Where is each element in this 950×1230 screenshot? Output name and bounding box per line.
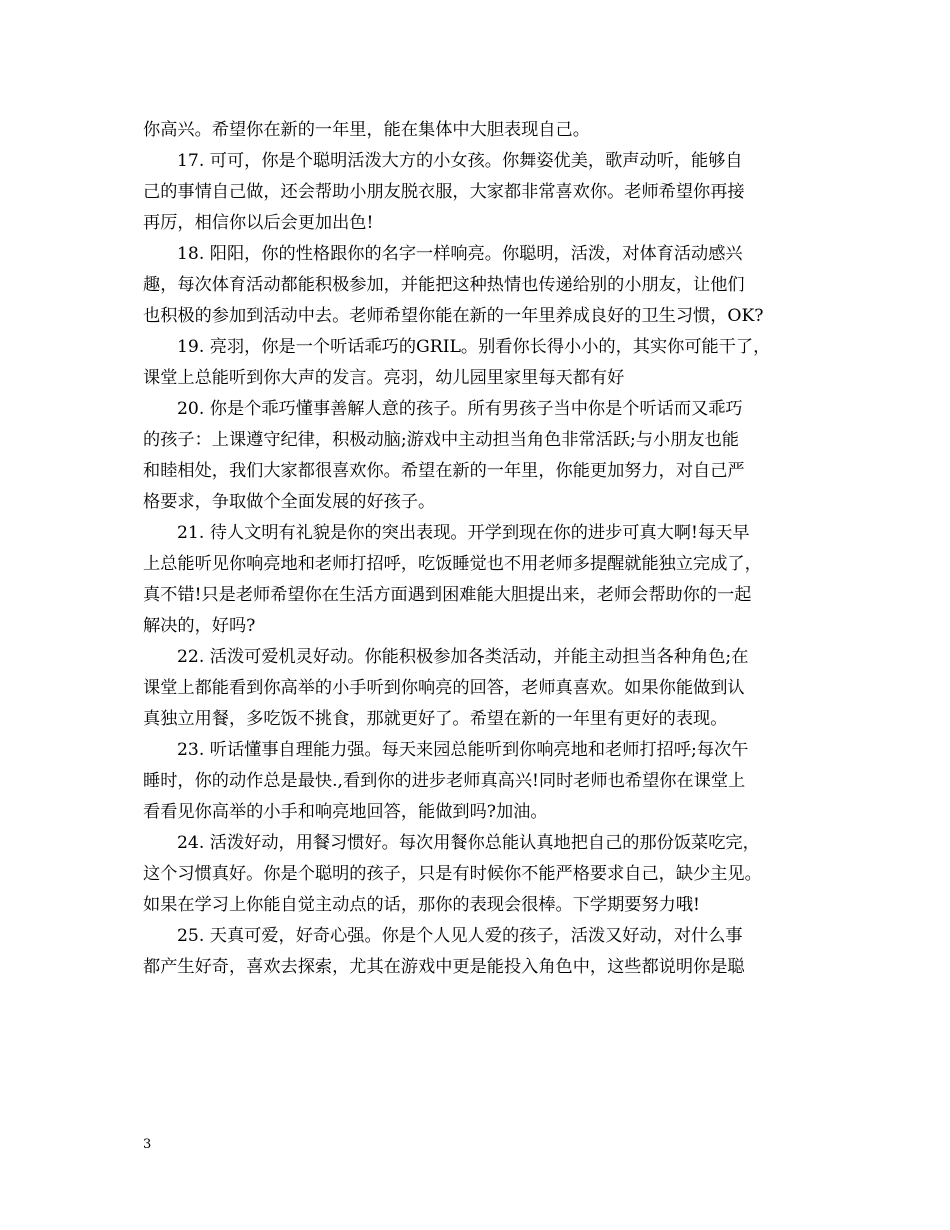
text-line: 19. 亮羽，你是一个听话乖巧的GRIL。别看你长得小小的，其实你可能干了， [177,337,771,357]
text-line: 真独立用餐，多吃饭不挑食，那就更好了。希望在新的一年里有更好的表现。 [143,709,728,729]
paragraph-16-continuation [143,115,813,146]
text-line: 你高兴。希望你在新的一年里，能在集体中大胆表现自己。 [143,120,590,140]
text-line: 24. 活泼好动，用餐习惯好。每次用餐你总能认真地把自己的那份饭菜吃完， [177,833,760,853]
text-line: 解决的，好吗? [143,616,256,636]
paragraph-20 [143,394,813,518]
paragraph-17 [143,146,813,239]
paragraph-23 [143,735,813,828]
paragraph-22 [143,642,813,735]
text-line: 的孩子：上课遵守纪律，积极动脑;游戏中主动担当角色非常活跃;与小朋友也能 [143,430,739,450]
page-number: 3 [143,1137,152,1152]
text-line: 22. 活泼可爱机灵好动。你能积极参加各类活动，并能主动担当各种角色;在 [177,647,749,667]
text-line: 20. 你是个乖巧懂事善解人意的孩子。所有男孩子当中你是个听话而又乖巧 [177,399,743,419]
text-line: 如果在学习上你能自觉主动点的话，那你的表现会很棒。下学期要努力哦! [143,895,700,915]
text-line: 这个习惯真好。你是个聪明的孩子，只是有时候你不能严格要求自己，缺少主见。 [143,864,762,884]
text-line: 格要求，争取做个全面发展的好孩子。 [143,492,436,512]
text-line: 25. 天真可爱，好奇心强。你是个人见人爱的孩子，活泼又好动，对什么事 [177,926,743,946]
text-line: 己的事情自己做，还会帮助小朋友脱衣服，大家都非常喜欢你。老师希望你再接 [143,182,745,202]
paragraph-19 [143,332,813,394]
text-line: 真不错!只是老师希望你在生活方面遇到困难能大胆提出来，老师会帮助你的一起 [143,585,752,605]
text-line: 睡时，你的动作总是最快.,看到你的进步老师真高兴!同时老师也希望你在课堂上 [143,771,746,791]
paragraph-18 [143,239,813,332]
text-line: 和睦相处，我们大家都很喜欢你。希望在新的一年里，你能更加努力，对自己严 [143,461,745,481]
paragraph-25 [143,921,813,983]
text-line: 上总能听见你响亮地和老师打招呼，吃饭睡觉也不用老师多提醒就能独立完成了， [143,554,762,574]
text-line: 也积极的参加到活动中去。老师希望你能在新的一年里养成良好的卫生习惯，OK? [143,306,764,326]
document-body [143,115,813,983]
text-line: 18. 阳阳，你的性格跟你的名字一样响亮。你聪明，活泼，对体育活动感兴 [177,244,743,264]
text-line: 课堂上都能看到你高举的小手听到你响亮的回答，老师真喜欢。如果你能做到认 [143,678,745,698]
text-line: 都产生好奇，喜欢去探索，尤其在游戏中更是能投入角色中，这些都说明你是聪 [143,957,745,977]
text-line: 课堂上总能听到你大声的发言。亮羽，幼儿园里家里每天都有好 [143,368,625,388]
text-line: 17. 可可，你是个聪明活泼大方的小女孩。你舞姿优美，歌声动听，能够自 [177,151,743,171]
text-line: 看看见你高举的小手和响亮地回答，能做到吗?加油。 [143,802,548,822]
text-line: 21. 待人文明有礼貌是你的突出表现。开学到现在你的进步可真大啊!每天早 [177,523,750,543]
text-line: 再厉，相信你以后会更加出色! [143,213,374,233]
text-line: 23. 听话懂事自理能力强。每天来园总能听到你响亮地和老师打招呼;每次午 [177,740,749,760]
paragraph-24 [143,828,813,921]
text-line: 趣，每次体育活动都能积极参加，并能把这种热情也传递给别的小朋友，让他们 [143,275,745,295]
paragraph-21 [143,518,813,642]
